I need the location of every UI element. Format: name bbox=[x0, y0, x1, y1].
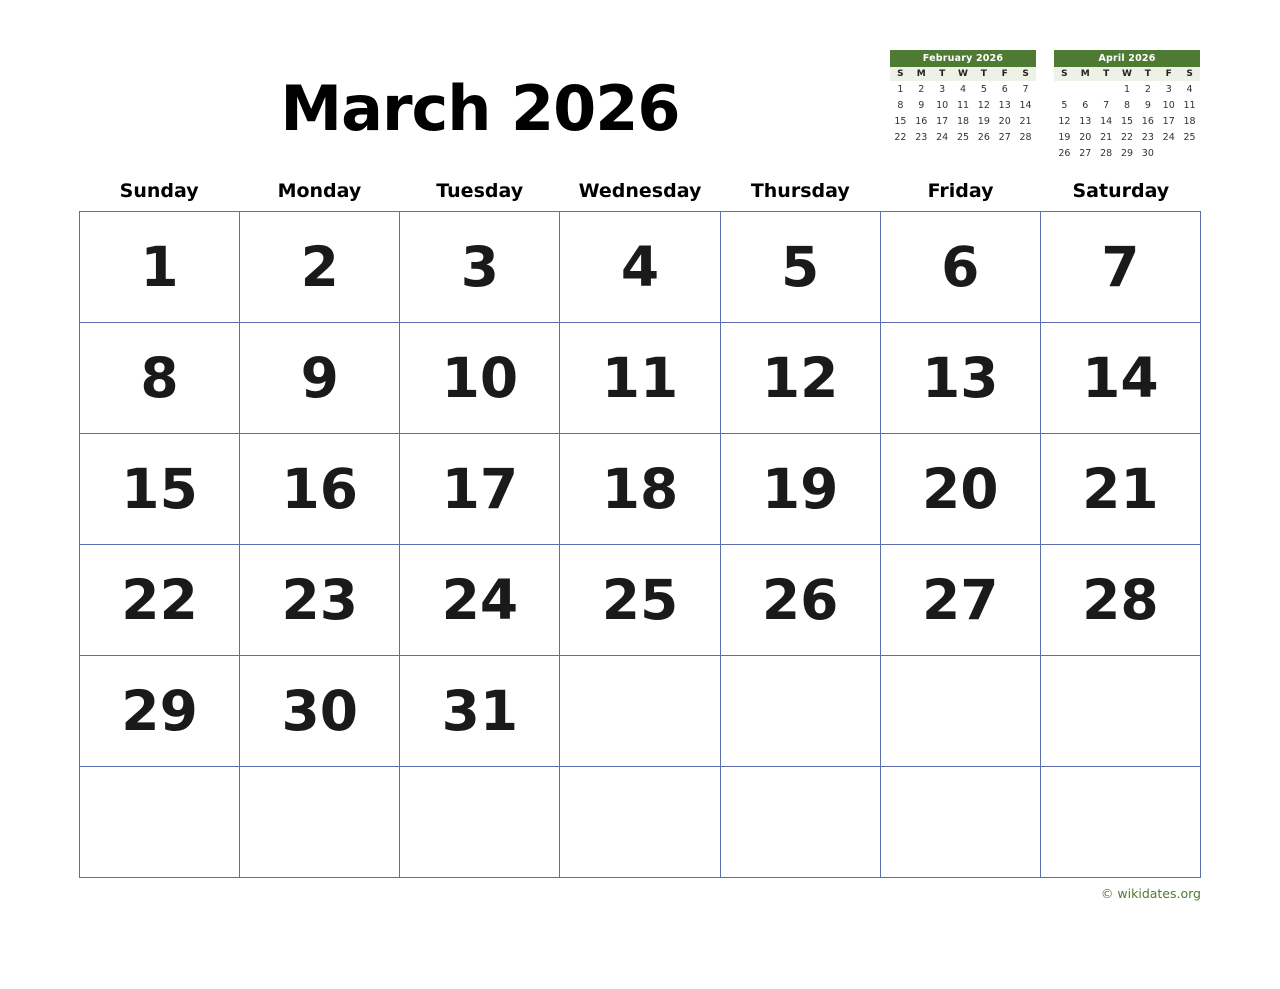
mini-calendars bbox=[890, 50, 1200, 161]
day-number: 26 bbox=[761, 567, 839, 632]
mini-calendar-title: April 2026 bbox=[1054, 50, 1200, 67]
day-number: 31 bbox=[441, 678, 519, 743]
mini-day[interactable]: 9 bbox=[1144, 99, 1151, 111]
mini-day[interactable]: 5 bbox=[1061, 99, 1068, 111]
mini-day[interactable]: 24 bbox=[1162, 131, 1175, 143]
mini-day[interactable]: 7 bbox=[1022, 83, 1029, 95]
calendar-day-cell[interactable] bbox=[240, 656, 400, 767]
mini-day[interactable] bbox=[1054, 81, 1075, 97]
mini-day[interactable]: 24 bbox=[936, 131, 949, 143]
footer bbox=[79, 886, 1201, 901]
weekday-header-thursday: Thursday bbox=[750, 180, 850, 202]
site-link[interactable]: wikidates.org bbox=[1117, 886, 1201, 901]
day-number: 9 bbox=[300, 345, 339, 410]
mini-day[interactable] bbox=[1096, 81, 1117, 97]
weekday-header-wednesday: Wednesday bbox=[578, 180, 702, 202]
mini-day[interactable] bbox=[1158, 145, 1179, 161]
mini-day[interactable]: 16 bbox=[915, 115, 928, 127]
mini-day[interactable]: 25 bbox=[956, 131, 970, 143]
day-number: 6 bbox=[941, 234, 980, 299]
mini-day[interactable]: 25 bbox=[1183, 131, 1196, 143]
mini-day[interactable]: 12 bbox=[977, 99, 990, 111]
mini-day[interactable]: 23 bbox=[1141, 131, 1154, 143]
mini-day[interactable]: 18 bbox=[1183, 115, 1196, 127]
calendar-day-cell[interactable] bbox=[881, 545, 1041, 656]
calendar-day-cell-empty[interactable] bbox=[80, 767, 240, 878]
calendar-day-cell[interactable] bbox=[560, 545, 720, 656]
mini-day[interactable]: 28 bbox=[1100, 147, 1113, 159]
mini-day[interactable]: 1 bbox=[1123, 83, 1131, 95]
page-title: March 2026 bbox=[280, 72, 680, 145]
day-number: 13 bbox=[922, 345, 999, 410]
mini-dow: S bbox=[1061, 69, 1068, 79]
mini-day[interactable]: 11 bbox=[956, 99, 970, 111]
mini-day[interactable]: 4 bbox=[959, 83, 967, 95]
calendar-day-cell-empty[interactable] bbox=[240, 767, 400, 878]
mini-day[interactable]: 12 bbox=[1058, 115, 1071, 127]
calendar-day-cell[interactable] bbox=[80, 545, 240, 656]
mini-day[interactable]: 15 bbox=[1120, 115, 1134, 127]
calendar-day-cell[interactable] bbox=[721, 323, 881, 434]
mini-day[interactable]: 23 bbox=[915, 131, 928, 143]
mini-day[interactable]: 26 bbox=[977, 131, 990, 143]
mini-day[interactable]: 28 bbox=[1019, 131, 1032, 143]
weekday-header-friday: Friday bbox=[927, 180, 994, 202]
calendar-day-cell-empty[interactable] bbox=[560, 767, 720, 878]
day-number: 28 bbox=[1082, 567, 1159, 632]
day-number: 25 bbox=[601, 567, 679, 632]
day-number: 16 bbox=[281, 456, 358, 521]
mini-dow: T bbox=[980, 69, 987, 79]
mini-day[interactable]: 5 bbox=[980, 83, 987, 95]
mini-calendar-previous-month[interactable] bbox=[890, 50, 1036, 161]
mini-day[interactable]: 17 bbox=[936, 115, 949, 127]
mini-dow: W bbox=[958, 69, 968, 79]
day-number: 20 bbox=[922, 456, 999, 521]
mini-day[interactable]: 27 bbox=[998, 131, 1011, 143]
calendar-day-cell[interactable] bbox=[1041, 545, 1201, 656]
mini-dow: T bbox=[1144, 69, 1151, 79]
mini-dow: F bbox=[1001, 69, 1008, 79]
mini-day[interactable]: 10 bbox=[1162, 99, 1175, 111]
mini-calendar-grid bbox=[1054, 81, 1200, 161]
calendar-day-cell[interactable] bbox=[721, 434, 881, 545]
day-number: 27 bbox=[922, 567, 999, 632]
mini-dow: T bbox=[1103, 69, 1110, 79]
day-number: 4 bbox=[620, 234, 660, 299]
mini-day[interactable]: 17 bbox=[1162, 115, 1175, 127]
calendar-day-cell-empty[interactable] bbox=[400, 767, 560, 878]
mini-day[interactable]: 30 bbox=[1141, 147, 1154, 159]
mini-day[interactable]: 14 bbox=[1100, 115, 1113, 127]
day-number: 29 bbox=[121, 678, 198, 743]
calendar-day-cell[interactable] bbox=[400, 434, 560, 545]
mini-day[interactable]: 2 bbox=[918, 83, 925, 95]
calendar-day-cell-empty[interactable] bbox=[1041, 767, 1201, 878]
mini-day[interactable]: 21 bbox=[1019, 115, 1032, 127]
mini-day[interactable]: 26 bbox=[1058, 147, 1071, 159]
day-number: 12 bbox=[761, 345, 839, 410]
mini-day[interactable]: 21 bbox=[1100, 131, 1113, 143]
mini-day[interactable]: 20 bbox=[998, 115, 1011, 127]
day-number: 11 bbox=[601, 345, 679, 410]
calendar-day-cell-empty[interactable] bbox=[721, 767, 881, 878]
day-number: 30 bbox=[281, 678, 358, 743]
mini-day[interactable]: 6 bbox=[1082, 99, 1089, 111]
calendar-day-cell[interactable] bbox=[721, 545, 881, 656]
calendar-day-cell[interactable] bbox=[560, 323, 720, 434]
calendar-day-cell[interactable] bbox=[881, 434, 1041, 545]
calendar-day-cell[interactable] bbox=[240, 434, 400, 545]
calendar-day-cell[interactable] bbox=[240, 212, 400, 323]
calendar-day-cell[interactable] bbox=[80, 212, 240, 323]
mini-day[interactable]: 7 bbox=[1103, 99, 1110, 111]
mini-day[interactable]: 16 bbox=[1141, 115, 1154, 127]
calendar-header bbox=[0, 0, 1280, 180]
calendar-day-cell[interactable] bbox=[1041, 212, 1201, 323]
day-number: 3 bbox=[460, 234, 499, 299]
mini-day[interactable]: 2 bbox=[1144, 83, 1151, 95]
mini-calendar-grid bbox=[890, 81, 1036, 145]
day-number: 23 bbox=[281, 567, 358, 632]
mini-day[interactable]: 3 bbox=[1165, 83, 1172, 95]
mini-day[interactable]: 20 bbox=[1079, 131, 1092, 143]
mini-day[interactable]: 9 bbox=[918, 99, 925, 111]
calendar-day-cell-empty[interactable] bbox=[1041, 656, 1201, 767]
mini-calendar-dow-row bbox=[890, 67, 1036, 81]
mini-dow: M bbox=[916, 69, 926, 79]
mini-day[interactable]: 18 bbox=[956, 115, 970, 127]
mini-day[interactable]: 13 bbox=[1079, 115, 1092, 127]
weekday-header-row bbox=[79, 180, 1201, 211]
mini-dow: S bbox=[1186, 69, 1193, 79]
mini-calendar-next-month[interactable] bbox=[1054, 50, 1200, 161]
calendar-day-cell[interactable] bbox=[80, 656, 240, 767]
day-number: 24 bbox=[441, 567, 519, 632]
calendar-day-cell-empty[interactable] bbox=[881, 767, 1041, 878]
calendar-day-cell[interactable] bbox=[881, 323, 1041, 434]
mini-day[interactable]: 27 bbox=[1079, 147, 1092, 159]
mini-day[interactable]: 10 bbox=[936, 99, 949, 111]
calendar-day-cell[interactable] bbox=[400, 545, 560, 656]
weekday-header-monday: Monday bbox=[277, 180, 362, 202]
mini-day[interactable]: 14 bbox=[1019, 99, 1032, 111]
mini-day[interactable]: 3 bbox=[939, 83, 946, 95]
calendar-day-cell[interactable] bbox=[80, 434, 240, 545]
calendar-day-cell-empty[interactable] bbox=[881, 656, 1041, 767]
mini-day[interactable]: 1 bbox=[897, 83, 904, 95]
mini-day[interactable]: 4 bbox=[1186, 83, 1193, 95]
weekday-header-tuesday: Tuesday bbox=[436, 180, 524, 202]
mini-day[interactable]: 8 bbox=[1123, 99, 1131, 111]
mini-dow: S bbox=[1022, 69, 1029, 79]
day-number: 21 bbox=[1082, 456, 1159, 521]
mini-day[interactable]: 11 bbox=[1183, 99, 1196, 111]
day-number: 7 bbox=[1101, 234, 1140, 299]
mini-day[interactable]: 15 bbox=[894, 115, 907, 127]
mini-day[interactable]: 29 bbox=[1120, 147, 1134, 159]
day-number: 10 bbox=[441, 345, 519, 410]
day-number: 19 bbox=[761, 456, 839, 521]
day-number: 5 bbox=[780, 234, 820, 299]
calendar-day-cell[interactable] bbox=[400, 656, 560, 767]
mini-day[interactable] bbox=[1075, 81, 1096, 97]
calendar-day-cell[interactable] bbox=[80, 323, 240, 434]
mini-day[interactable]: 13 bbox=[998, 99, 1011, 111]
copyright-symbol: © bbox=[1100, 886, 1114, 901]
day-number: 1 bbox=[140, 234, 179, 299]
mini-calendar-dow-row bbox=[1054, 67, 1200, 81]
mini-day[interactable]: 22 bbox=[1120, 131, 1134, 143]
calendar-day-cell[interactable] bbox=[240, 323, 400, 434]
mini-day[interactable]: 19 bbox=[1058, 131, 1071, 143]
calendar-day-cell[interactable] bbox=[881, 212, 1041, 323]
calendar-day-cell[interactable] bbox=[1041, 434, 1201, 545]
mini-dow: W bbox=[1122, 69, 1132, 79]
calendar-day-cell[interactable] bbox=[1041, 323, 1201, 434]
day-number: 18 bbox=[601, 456, 679, 521]
day-number: 17 bbox=[441, 456, 519, 521]
mini-day[interactable]: 22 bbox=[894, 131, 907, 143]
day-number: 8 bbox=[140, 345, 179, 410]
mini-dow: M bbox=[1080, 69, 1090, 79]
calendar-day-cell-empty[interactable] bbox=[560, 656, 720, 767]
calendar-grid bbox=[79, 211, 1201, 878]
mini-day[interactable]: 19 bbox=[977, 115, 990, 127]
calendar-day-cell[interactable] bbox=[400, 212, 560, 323]
weekday-header-saturday: Saturday bbox=[1072, 180, 1170, 202]
mini-dow: T bbox=[939, 69, 946, 79]
mini-calendar-title: February 2026 bbox=[890, 50, 1036, 67]
day-number: 14 bbox=[1082, 345, 1159, 410]
day-number: 2 bbox=[300, 234, 339, 299]
calendar-day-cell[interactable] bbox=[560, 434, 720, 545]
calendar-day-cell[interactable] bbox=[240, 545, 400, 656]
mini-day[interactable]: 6 bbox=[1001, 83, 1008, 95]
weekday-header-sunday: Sunday bbox=[119, 180, 199, 202]
mini-dow: S bbox=[897, 69, 904, 79]
mini-day[interactable]: 8 bbox=[897, 99, 904, 111]
calendar-day-cell[interactable] bbox=[400, 323, 560, 434]
calendar-day-cell[interactable] bbox=[721, 212, 881, 323]
mini-dow: F bbox=[1165, 69, 1172, 79]
day-number: 15 bbox=[121, 456, 198, 521]
calendar-day-cell[interactable] bbox=[560, 212, 720, 323]
calendar-day-cell-empty[interactable] bbox=[721, 656, 881, 767]
mini-day[interactable] bbox=[1179, 145, 1200, 161]
day-number: 22 bbox=[121, 567, 198, 632]
